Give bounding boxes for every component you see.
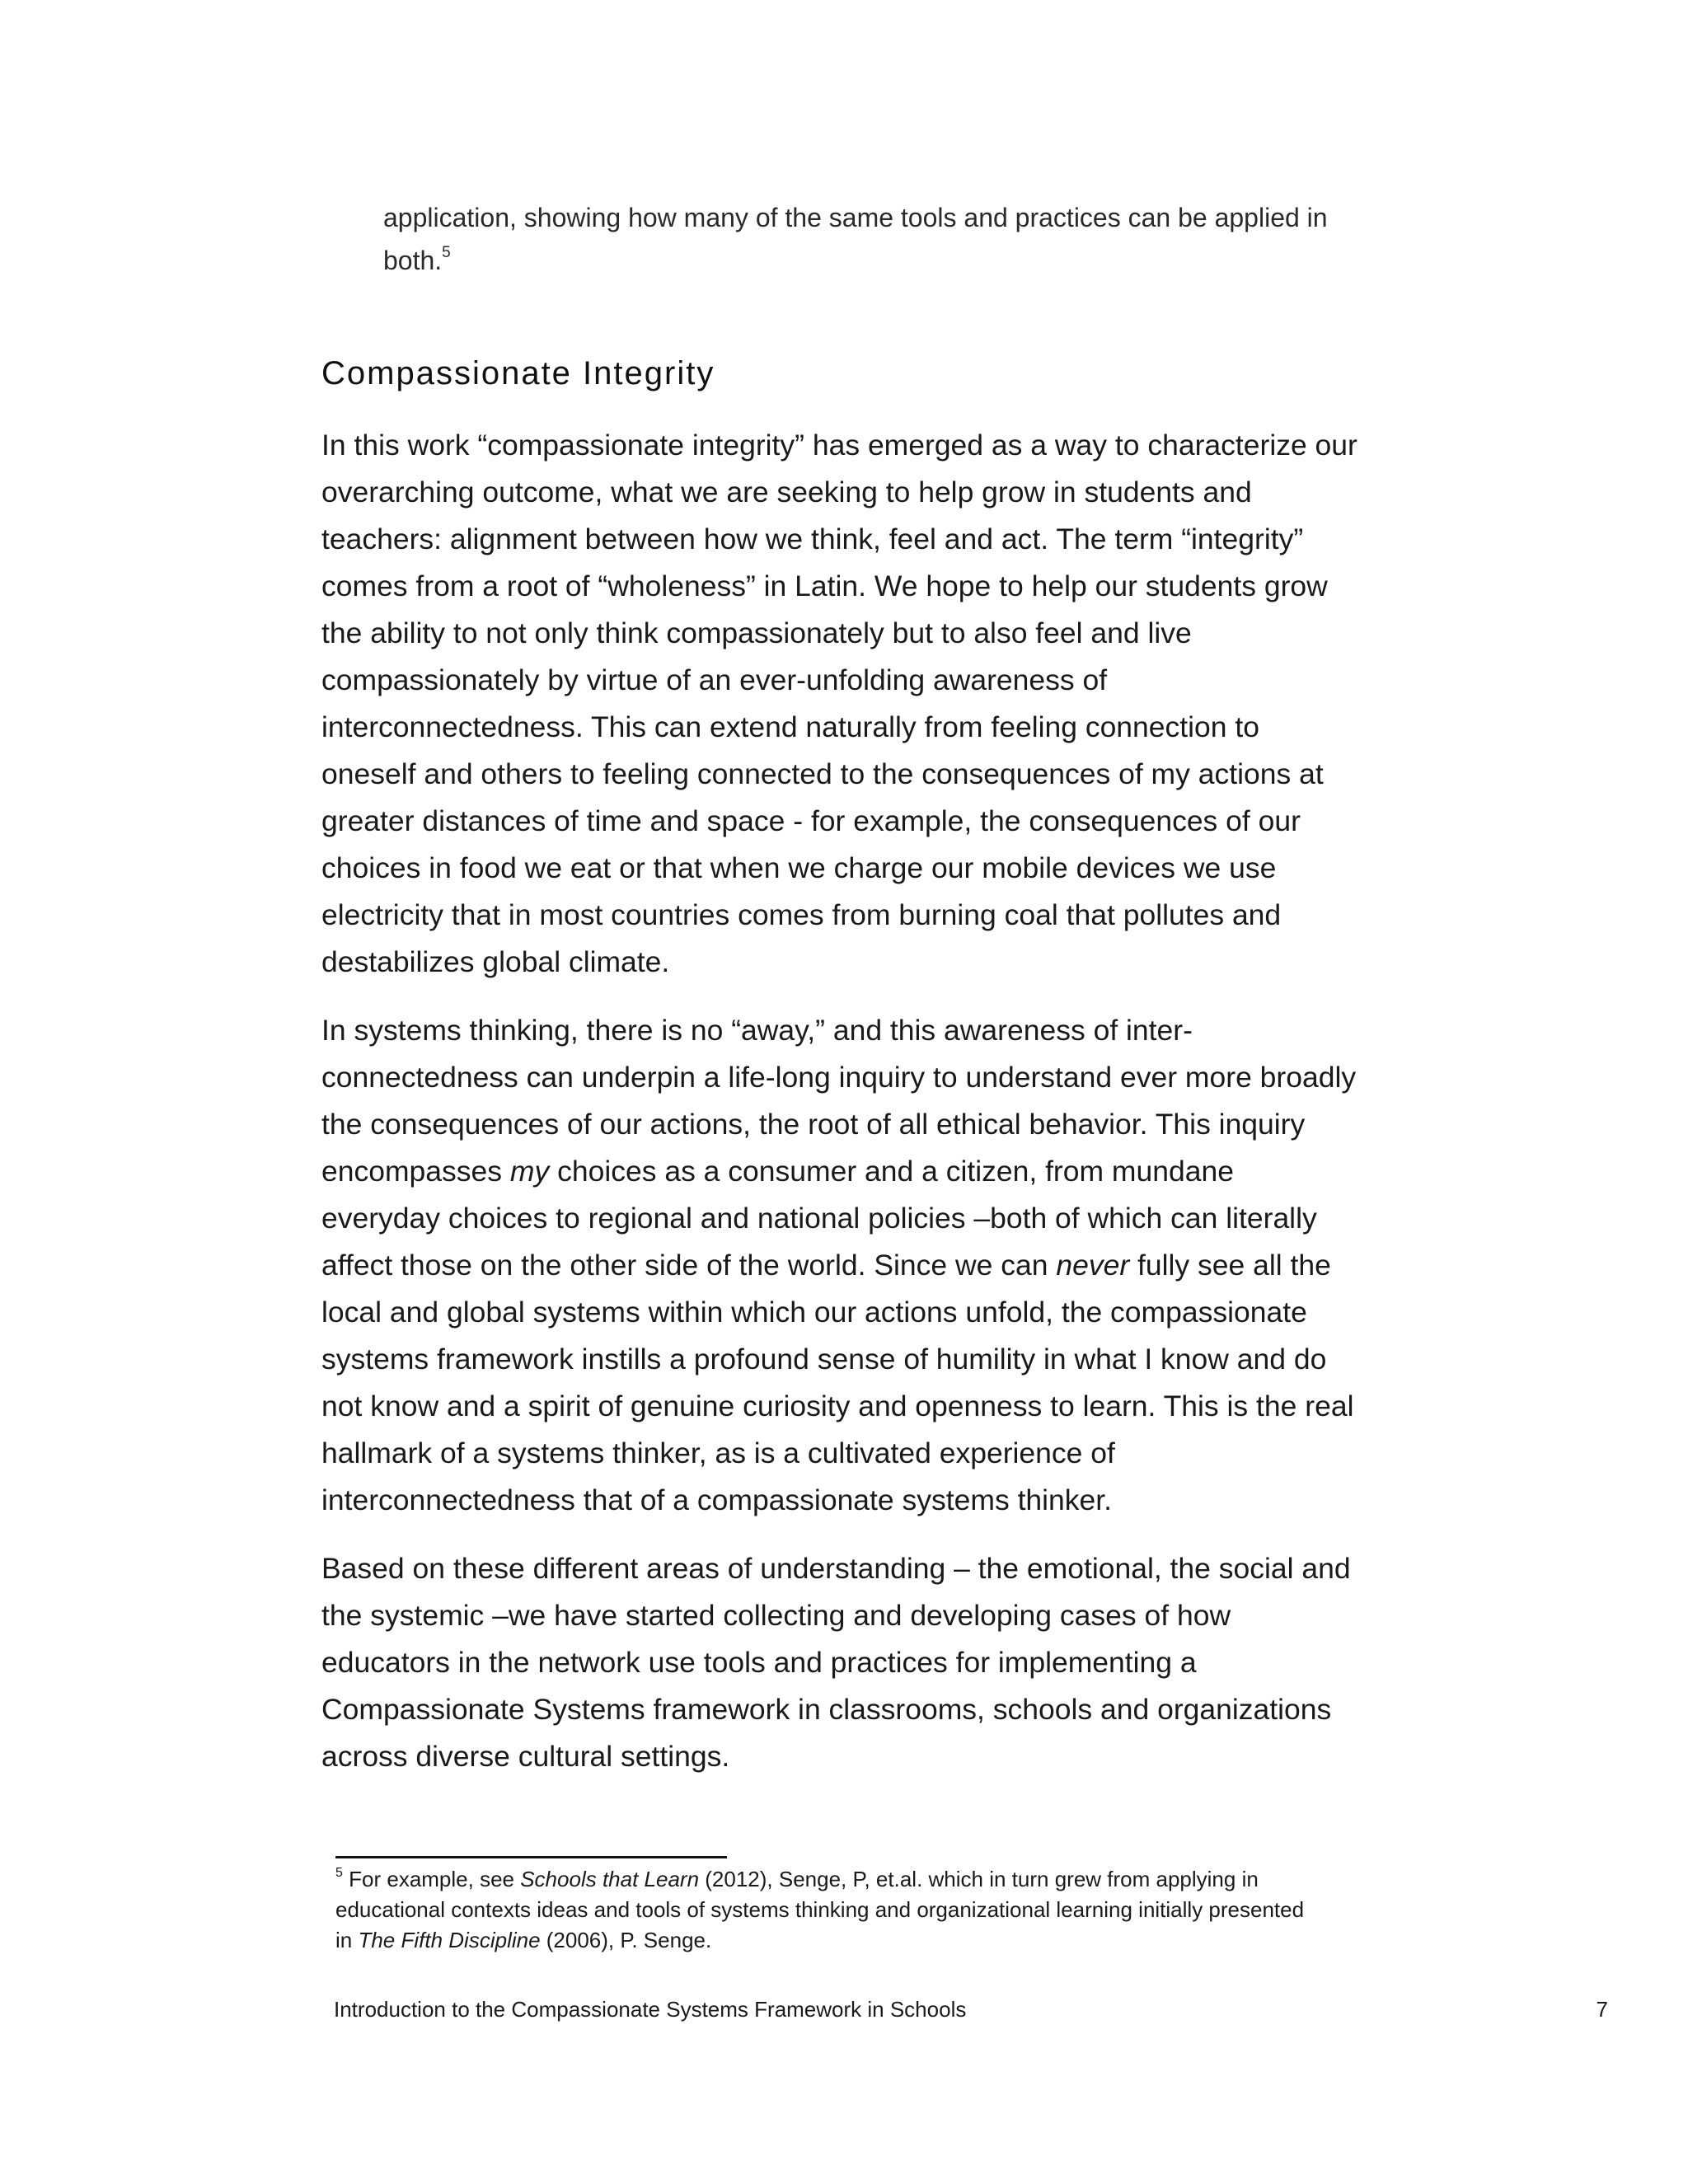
continued-paragraph-text: application, showing how many of the same tools and practices can be applied in both. [383,203,1328,275]
footnote-text-c: (2006), P. Senge. [540,1928,712,1952]
running-footer-title: Introduction to the Compassionate Systems Framework in Schools [334,1997,967,2022]
paragraph-2-emphasis-my: my [509,1155,550,1188]
section-heading: Compassionate Integrity [321,355,715,391]
paragraph-2 [321,1007,1360,1524]
footnote-marker: 5 [335,1866,343,1881]
footnote-text-b: (2012), Senge, P, et.al. which in turn grew from applying in educational contexts ideas and tools of systems thinking and organizational learning initially presented in [335,1867,1305,1952]
paragraph-2-text-a: In systems thinking, there is no “away,” and this awareness of inter-connectedness can underpin a life-long inquiry to understand ever more broadly the consequences of our actions, the root of all ethical behavior. This inquiry encompasses [321,1014,1357,1188]
paragraph-3: Based on these different areas of understanding – the emotional, the social and the systemic –we have started collecting and developing cases of how educators in the network use tools and practices for implementing a Compassionate Systems framework in classrooms, schools and organizations across diverse cultural settings. [321,1552,1351,1773]
footnote-divider [335,1856,727,1858]
footnote-reference[interactable]: 5 [442,244,451,262]
footnote-text-a: For example, see [342,1867,521,1891]
paragraph-2-text-c: fully see all the local and global systems within which our actions unfold, the compassionate systems framework instills a profound sense of humility in what I know and do not know and a spirit of genuine curiosity and openness to learn. This is the real hallmark of a systems thinker, as is a cultivated experience of interconnectedness that of a compassionate systems thinker. [321,1249,1354,1516]
footnote [335,1864,1325,1956]
footnote-book-title-2: The Fifth Discipline [358,1928,541,1952]
paragraph-1: In this work “compassionate integrity” has emerged as a way to characterize our overarching outcome, what we are seeking to help grow in students and teachers: alignment between how we think, feel and act. The term “integrity” comes from a root of “wholeness” in Latin. We hope to help our students grow the ability to not only think compassionately but to also feel and live compassionately by virtue of an ever-unfolding awareness of interconnectedness. This can extend naturally from feeling connection to oneself and others to feeling connected to the consequences of my actions at greater distances of time and space - for example, the consequences of our choices in food we eat or that when we charge our mobile devices we use electricity that in most countries comes from burning coal that pollutes and destabilizes global climate. [321,429,1357,978]
paragraph-2-emphasis-never: never [1056,1249,1130,1282]
page-number: 7 [1596,1997,1608,2022]
continued-paragraph [383,196,1356,282]
footnote-book-title-1: Schools that Learn [520,1867,700,1891]
section-body [321,422,1360,1802]
paragraph-2-text-b: choices as a consumer and a citizen, from mundane everyday choices to regional and national policies –both of which can literally affect those on the other side of the world. Since we can [321,1155,1317,1282]
